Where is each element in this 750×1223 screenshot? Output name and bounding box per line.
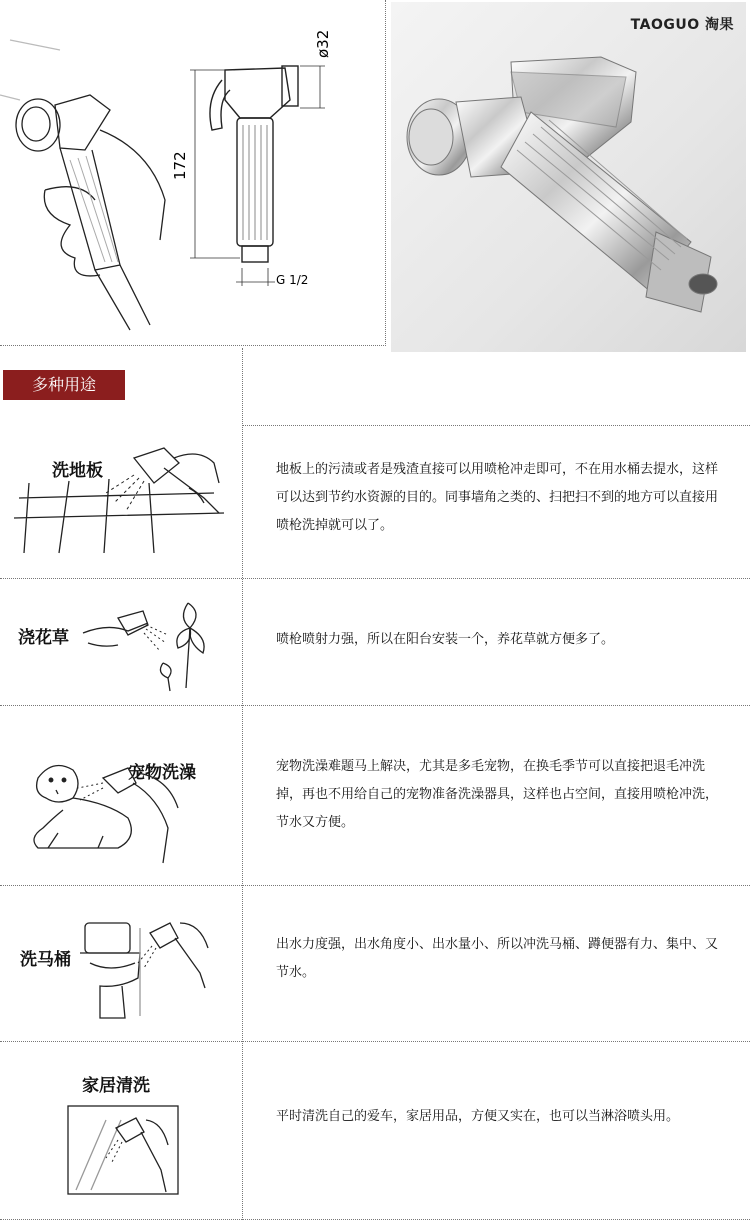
use-text-floor: 地板上的污渍或者是残渣直接可以用喷枪冲走即可，不在用水桶去提水，这样可以达到节约水资源的目的。同事墙角之类的、扫把扫不到的地方可以直接用喷枪洗掉就可以了。 xyxy=(276,462,719,533)
product-photo xyxy=(391,2,746,352)
use-label-plants: 浇花草 xyxy=(18,628,69,648)
diameter-dimension: ø32 xyxy=(314,29,332,58)
toilet-washing-illustration xyxy=(80,908,230,1023)
pet-bathing-illustration xyxy=(18,748,218,868)
watering-plants-illustration xyxy=(78,593,228,693)
thread-dimension: G 1/2 xyxy=(276,273,309,287)
technical-diagram xyxy=(0,0,386,346)
use-label-floor: 洗地板 xyxy=(52,461,103,481)
section-title: 多种用途 xyxy=(3,370,125,400)
home-cleaning-illustration xyxy=(66,1100,186,1200)
use-label-home: 家居清洗 xyxy=(82,1076,150,1096)
use-text-home: 平时清洗自己的爱车，家居用品，方便又实在，也可以当淋浴喷头用。 xyxy=(276,1109,680,1124)
use-label-pets: 宠物洗澡 xyxy=(128,763,196,783)
use-text-plants: 喷枪喷射力强，所以在阳台安装一个，养花草就方便多了。 xyxy=(276,632,615,647)
floor-washing-illustration xyxy=(14,443,234,563)
length-dimension: 172 xyxy=(171,151,189,180)
use-text-pets: 宠物洗澡难题马上解决，尤其是多毛宠物，在换毛季节可以直接把退毛冲洗掉，再也不用给自己的宠物准备洗澡器具，这样也占空间，直接用喷枪冲洗，节水又方便。 xyxy=(276,759,719,830)
uses-table xyxy=(0,348,750,1223)
product-header xyxy=(0,0,750,350)
use-text-toilet: 出水力度强，出水角度小、出水量小、所以冲洗马桶、蹲便器有力、集中、又节水。 xyxy=(276,937,719,980)
sprayer-diagram-drawing xyxy=(0,0,385,345)
chrome-sprayer-picture xyxy=(391,2,746,352)
use-label-toilet: 洗马桶 xyxy=(20,950,71,970)
brand-logo: TAOGUO 淘果 xyxy=(630,17,734,33)
